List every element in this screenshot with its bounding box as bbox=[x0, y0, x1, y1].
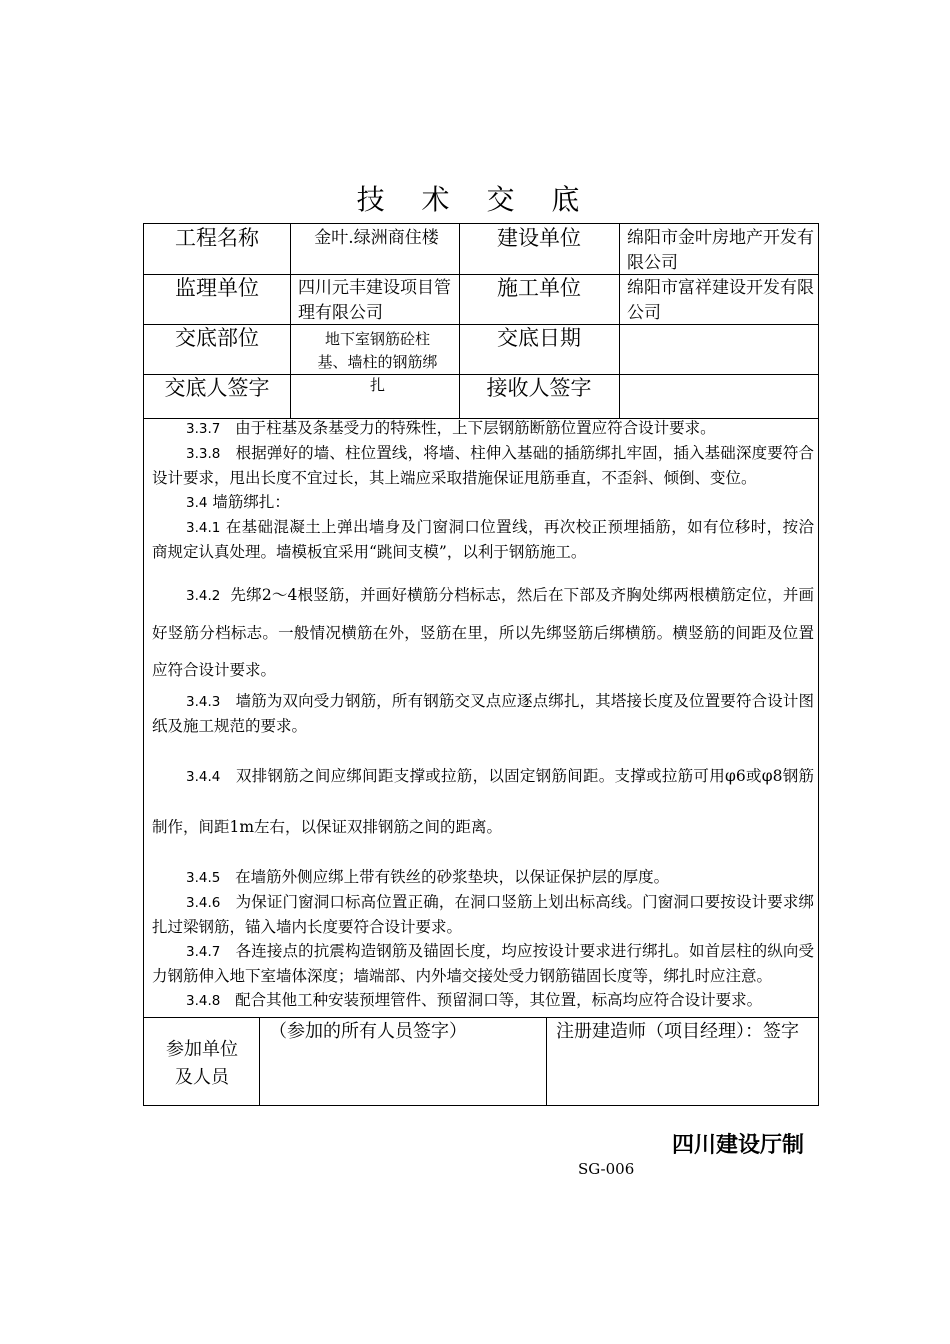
page-title: 技 术 交 底 bbox=[356, 183, 594, 216]
clause: 3.3.7 由于柱基及条基受力的特殊性，上下层钢筋断筋位置应符合设计要求。 bbox=[186, 419, 716, 437]
date-label: 交底日期 bbox=[497, 326, 581, 350]
part-value: 地下室钢筋砼柱基、墙柱的钢筋绑扎 bbox=[317, 330, 438, 394]
clause: 3.4.4 双排钢筋之间应绑间距支撑或拉筋，以固定钢筋间距。支撑或拉筋可用φ6或φ8钢筋制作，间距1m左右，以保证双排钢筋之间的距离。 bbox=[152, 767, 814, 836]
clause: 3.4 墙筋绑扎： bbox=[186, 493, 290, 511]
date-value bbox=[619, 324, 820, 374]
row-divider bbox=[144, 1017, 818, 1018]
clause: 3.4.7 各连接点的抗震构造钢筋及锚固长度，均应按设计要求进行绑扎。如首层柱的纵向受力钢筋伸入地下室墙体深度；墙端部、内外墙交接处受力钢筋锚固长度等，绑扎时应注意。 bbox=[152, 942, 814, 985]
clause: 3.4.5 在墙筋外侧应绑上带有铁丝的砂浆垫块，以保证保护层的厚度。 bbox=[186, 868, 670, 886]
clause: 3.4.6 为保证门窗洞口标高位置正确，在洞口竖筋上划出标高线。门窗洞口要按设计要求绑扎过梁钢筋，锚入墙内长度要符合设计要求。 bbox=[152, 893, 814, 936]
issuer-label: 四川建设厅制 bbox=[672, 1133, 805, 1158]
supervisor-label: 监理单位 bbox=[175, 276, 259, 300]
contractor-label: 施工单位 bbox=[497, 276, 581, 300]
disclosure-form bbox=[143, 223, 819, 1106]
supervisor-value: 四川元丰建设项目管理有限公司 bbox=[298, 278, 451, 323]
project-name-label: 工程名称 bbox=[175, 226, 259, 250]
owner-label: 建设单位 bbox=[497, 226, 581, 250]
contractor-value: 绵阳市富祥建设开发有限公司 bbox=[627, 278, 814, 323]
clause: 3.4.3 墙筋为双向受力钢筋，所有钢筋交叉点应逐点绑扎，其塔接长度及位置要符合设计图纸及施工规范的要求。 bbox=[152, 692, 814, 735]
form-code: SG-006 bbox=[578, 1160, 635, 1178]
receiver-sign-value bbox=[619, 374, 820, 418]
clause: 3.4.1 在基础混凝土上弹出墙身及门窗洞口位置线，再次校正预埋插筋，如有位移时，按洽商规定认真处理。墙模板宜采用“跳间支模”，以利于钢筋施工。 bbox=[152, 518, 814, 561]
project-name-value: 金叶.绿洲商住楼 bbox=[314, 228, 439, 248]
presenter-sign-label: 交底人签字 bbox=[164, 376, 270, 400]
clause: 3.3.8 根据弹好的墙、柱位置线，将墙、柱伸入基础的插筋绑扎牢固，插入基础深度要符合设计要求，甩出长度不宜过长，其上端应采取措施保证甩筋垂直，不歪斜、倾倒、变位。 bbox=[152, 444, 814, 487]
engineer-sign-field[interactable]: 注册建造师（项目经理）：签字 bbox=[556, 1021, 799, 1042]
part-label: 交底部位 bbox=[175, 326, 259, 350]
clause: 3.4.2 先绑2～4根竖筋，并画好横筋分档标志，然后在下部及齐胸处绑两根横筋定位，并画好竖筋分档标志。一般情况横筋在外，竖筋在里，所以先绑竖筋后绑横筋。横竖筋的间距及位置应符合设计要求。 bbox=[152, 586, 814, 679]
owner-value: 绵阳市金叶房地产开发有限公司 bbox=[627, 228, 814, 273]
disclosure-content bbox=[152, 416, 814, 1013]
participants-sign-field[interactable]: （参加的所有人员签字） bbox=[269, 1021, 467, 1042]
participants-label: 参加单位及人员 bbox=[166, 1039, 238, 1088]
presenter-sign-value bbox=[290, 374, 459, 418]
receiver-sign-label: 接收人签字 bbox=[486, 376, 592, 400]
clause: 3.4.8 配合其他工种安装预埋管件、预留洞口等，其位置，标高均应符合设计要求。 bbox=[186, 991, 763, 1009]
